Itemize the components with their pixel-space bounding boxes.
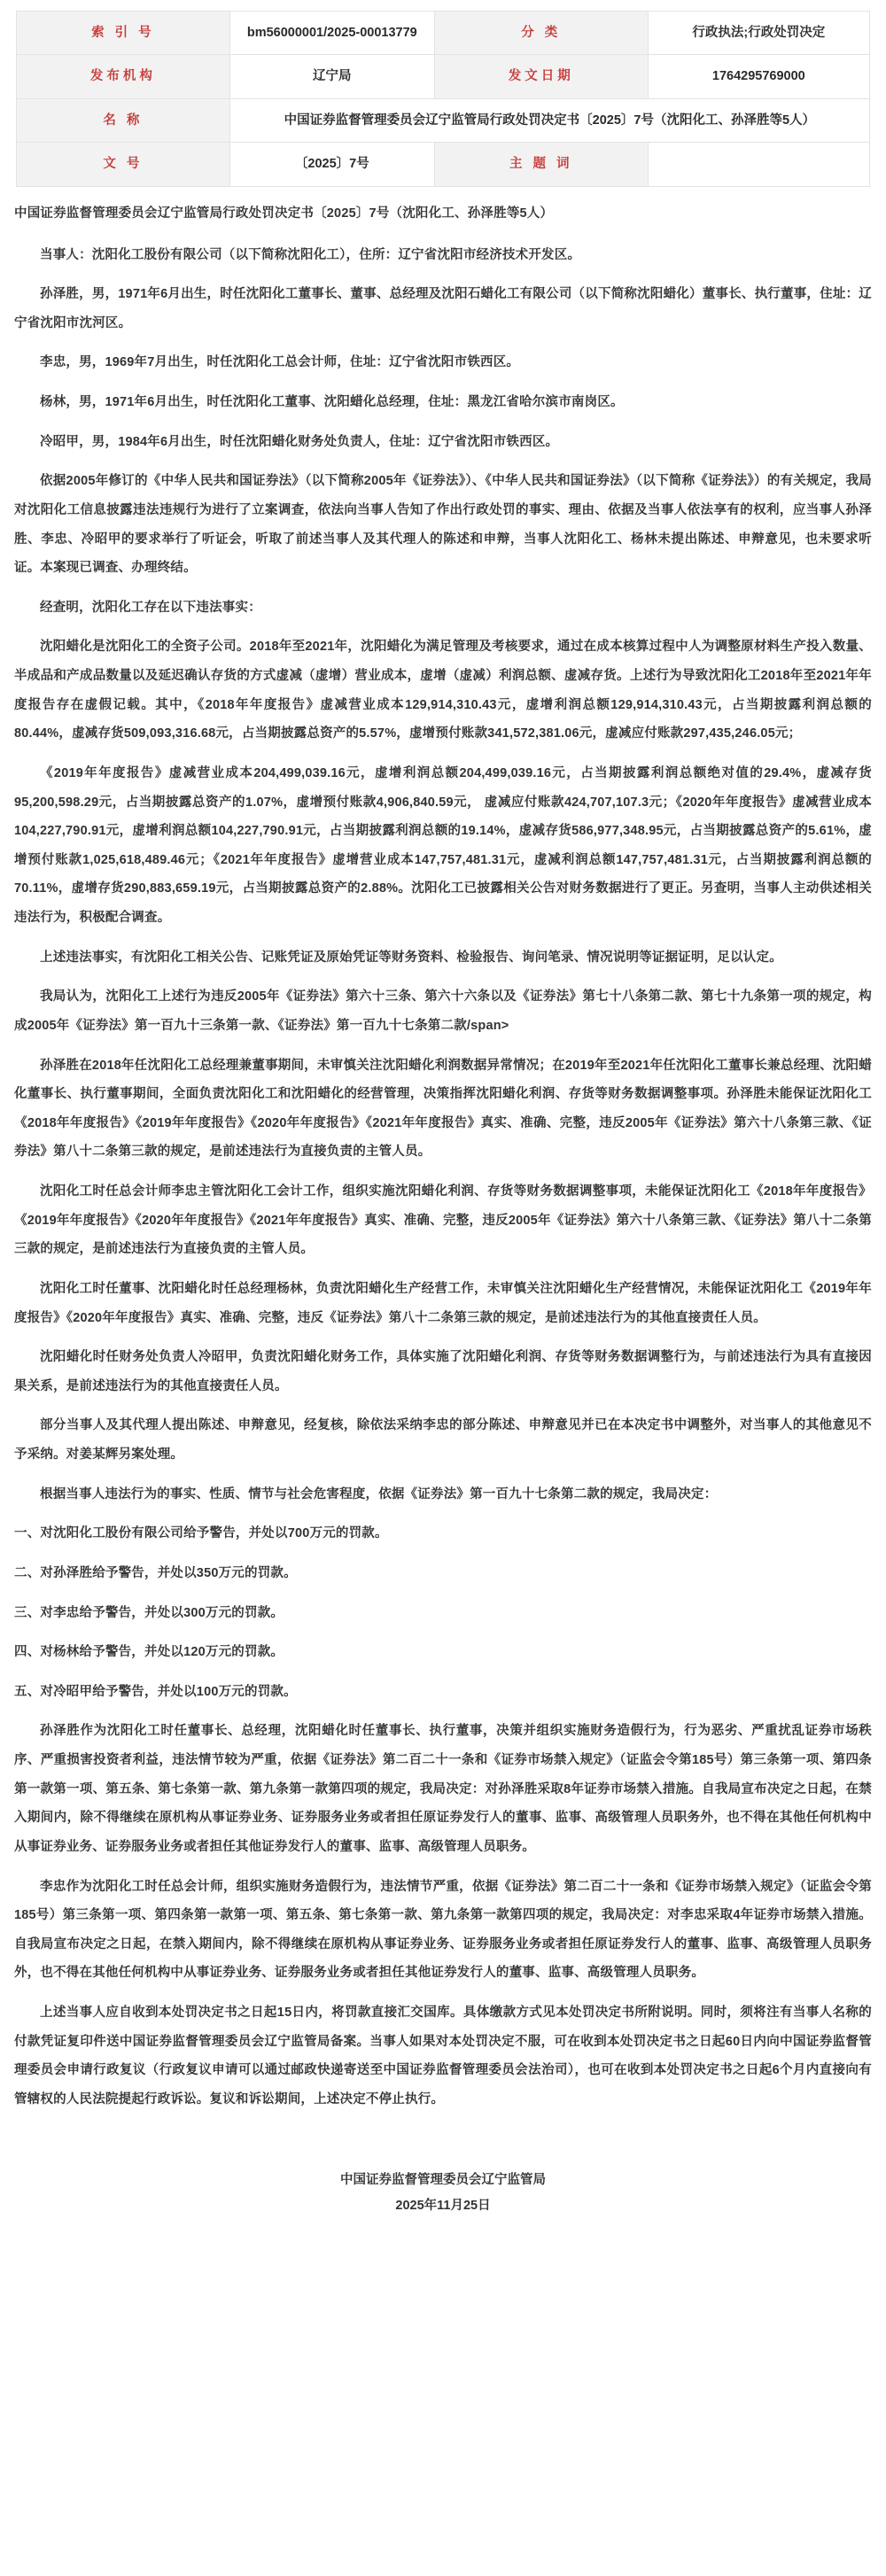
metadata-label: 名 称 — [17, 98, 230, 142]
metadata-table-wrapper — [0, 0, 886, 187]
body-paragraph-list — [14, 241, 872, 1509]
decision-item-list — [14, 1519, 872, 1706]
metadata-label: 文 号 — [17, 143, 230, 186]
body-paragraph: 沈阳化工时任总会计师李忠主管沈阳化工会计工作，组织实施沈阳蜡化利润、存货等财务数据调整事项，未能保证沈阳化工《2018年年度报告》《2019年年度报告》《2020年年度报告》《2021年年度报告》真实、准确、完整，违反2005年《证券法》第六十八条第三款、《证券法》第八十二条第三款的规定，是前述违法行为直接负责的主管人员。 — [14, 1184, 872, 1257]
body-paragraph: 孙泽胜，男，1971年6月出生，时任沈阳化工董事长、董事、总经理及沈阳石蜡化工有限公司（以下简称沈阳蜡化）董事长、执行董事，住址：辽宁省沈阳市沈河区。 — [14, 287, 872, 330]
document-heading: 中国证券监督管理委员会辽宁监管局行政处罚决定书〔2025〕7号（沈阳化工、孙泽胜等5人） — [14, 206, 554, 221]
decision-item: 五、对冷昭甲给予警告，并处以100万元的罚款。 — [14, 1684, 297, 1699]
signature-block — [14, 2168, 872, 2219]
metadata-label: 发文日期 — [434, 55, 648, 98]
metadata-row — [17, 143, 870, 186]
metadata-row — [17, 12, 870, 55]
metadata-value: 辽宁局 — [229, 55, 434, 98]
metadata-table-body — [17, 12, 870, 187]
body-paragraph: 冷昭甲，男，1984年6月出生，时任沈阳蜡化财务处负责人，住址：辽宁省沈阳市铁西区。 — [40, 434, 559, 449]
body-paragraph: 当事人：沈阳化工股份有限公司（以下简称沈阳化工），住所：辽宁省沈阳市经济技术开发区。 — [40, 247, 581, 262]
metadata-label: 主 题 词 — [434, 143, 648, 186]
body-paragraph: 孙泽胜在2018年任沈阳化工总经理兼董事期间，未审慎关注沈阳蜡化利润数据异常情况；在2019年至2021年任沈阳化工董事长兼总经理、沈阳蜡化董事长、执行董事期间，全面负责沈阳化工和沈阳蜡化的经营管理，决策指挥沈阳蜡化利润、存货等财务数据调整事项。孙泽胜未能保证沈阳化工《2018年年度报告》《2019年年度报告》《2020年年度报告》《2021年年度报告》真实、准确、完整，违反2005年《证券法》第六十八条第三款、《证券法》第八十二条第三款的规定，是前述违法行为直接负责的主管人员。 — [14, 1058, 872, 1160]
metadata-value: bm56000001/2025-00013779 — [229, 12, 434, 55]
metadata-value — [648, 143, 869, 186]
body-paragraph: 部分当事人及其代理人提出陈述、申辩意见，经复核，除依法采纳李忠的部分陈述、申辩意见并已在本决定书中调整外，对当事人的其他意见不予采纳。对姜某辉另案处理。 — [14, 1418, 872, 1462]
decision-item: 二、对孙泽胜给予警告，并处以350万元的罚款。 — [14, 1565, 297, 1580]
closing-paragraph-list — [14, 1717, 872, 2114]
body-paragraph: 我局认为，沈阳化工上述行为违反2005年《证券法》第六十三条、第六十六条以及《证券法》第七十八条第二款、第七十九条第一项的规定，构成2005年《证券法》第一百九十三条第一款、《证券法》第一百九十七条第二款/span> — [14, 989, 872, 1033]
body-paragraph: 依据2005年修订的《中华人民共和国证券法》（以下简称2005年《证券法》）、《中华人民共和国证券法》（以下简称《证券法》）的有关规定，我局对沈阳化工信息披露违法违规行为进行了立案调查，依法向当事人告知了作出行政处罚的事实、理由、依据及当事人依法享有的权利，应当事人孙泽胜、李忠、冷昭甲的要求举行了听证会，听取了前述当事人及其代理人的陈述和申辩，当事人沈阳化工、杨林未提出陈述、申辩意见，也未要求听证。本案现已调查、办理终结。 — [14, 474, 872, 576]
metadata-label: 分 类 — [434, 12, 648, 55]
body-paragraph: 上述违法事实，有沈阳化工相关公告、记账凭证及原始凭证等财务资料、检验报告、询问笔录、情况说明等证据证明，足以认定。 — [40, 950, 782, 965]
closing-paragraph: 李忠作为沈阳化工时任总会计师，组织实施财务造假行为，违法情节严重，依据《证券法》第二百二十一条和《证券市场禁入规定》（证监会令第185号）第三条第一项、第四条第一款第一项、第五条、第七条第一款、第九条第一款第四项的规定，我局决定：对李忠采取4年证券市场禁入措施。自我局宣布决定之日起，在禁入期间内，除不得继续在原机构从事证券业务、证券服务业务或者担任原证券发行人的董事、监事、高级管理人员职务外，也不得在其他任何机构中从事证券业务、证券服务业务或者担任其他证券发行人的董事、监事、高级管理人员职务。 — [14, 1879, 872, 1981]
metadata-table — [16, 11, 870, 187]
closing-paragraph: 孙泽胜作为沈阳化工时任董事长、总经理，沈阳蜡化时任董事长、执行董事，决策并组织实施财务造假行为，行为恶劣、严重扰乱证券市场秩序、严重损害投资者利益，违法情节较为严重，依据《证券法》第二百二十一条和《证券市场禁入规定》（证监会令第185号）第三条第一项、第四条第一款第一项、第五条、第七条第一款、第九条第一款第四项的规定，我局决定：对孙泽胜采取8年证券市场禁入措施。自我局宣布决定之日起，在禁入期间内，除不得继续在原机构从事证券业务、证券服务业务或者担任原证券发行人的董事、监事、高级管理人员职务外，也不得在其他任何机构中从事证券业务、证券服务业务或者担任其他证券发行人的董事、监事、高级管理人员职务。 — [14, 1724, 872, 1854]
body-paragraph: 经查明，沈阳化工存在以下违法事实： — [40, 600, 261, 615]
metadata-label: 索 引 号 — [17, 12, 230, 55]
decision-item: 四、对杨林给予警告，并处以120万元的罚款。 — [14, 1645, 284, 1660]
metadata-value: 行政执法;行政处罚决定 — [648, 12, 869, 55]
decision-item: 一、对沈阳化工股份有限公司给予警告，并处以700万元的罚款。 — [14, 1526, 388, 1541]
issue-date: 2025年11月25日 — [395, 2198, 491, 2213]
body-paragraph: 杨林，男，1971年6月出生，时任沈阳化工董事、沈阳蜡化总经理，住址：黑龙江省哈尔滨市南岗区。 — [40, 395, 624, 409]
metadata-row — [17, 55, 870, 98]
body-paragraph: 根据当事人违法行为的事实、性质、情节与社会危害程度，依据《证券法》第一百九十七条第二款的规定，我局决定： — [40, 1486, 718, 1501]
body-paragraph: 李忠，男，1969年7月出生，时任沈阳化工总会计师，住址：辽宁省沈阳市铁西区。 — [40, 355, 520, 370]
issuing-organization: 中国证券监督管理委员会辽宁监管局 — [340, 2172, 546, 2187]
metadata-value: 〔2025〕7号 — [229, 143, 434, 186]
body-paragraph: 《2019年年度报告》虚减营业成本204,499,039.16元，虚增利润总额204,499,039.16元，占当期披露利润总额绝对值的29.4%，虚减存货95,200,598.29元，占当期披露总资产的1.07%，虚增预付账款4,906,840.59元， 虚减应付账款424,707,107.3元；《2020年年度报告》虚减营业成本104,227,790.91元，虚增利润总额104,227,790.91元，占当期披露利润总额的19.14%，虚减存货586,977,348.95元，占当期披露总资产的5.61%，虚增预付账款1,025,618,489.46元；《2021年年度报告》虚增营业成本147,757,481.31元，虚减利润总额147,757,481.31元，占当期披露利润总额的70.11%，虚增存货290,883,659.19元，占当期披露总资产的2.88%。沈阳化工已披露相关公告对财务数据进行了更正。另查明，当事人主动供述相关违法行为，积极配合调查。 — [14, 765, 872, 925]
metadata-row — [17, 98, 870, 142]
decision-item: 三、对李忠给予警告，并处以300万元的罚款。 — [14, 1605, 284, 1620]
bottom-spacer — [14, 2219, 872, 2502]
closing-paragraph: 上述当事人应自收到本处罚决定书之日起15日内，将罚款直接汇交国库。具体缴款方式见本处罚决定书所附说明。同时，须将注有当事人名称的付款凭证复印件送中国证券监督管理委员会辽宁监管局备案。当事人如果对本处罚决定不服，可在收到本处罚决定书之日起60日内向中国证券监督管理委员会申请行政复议（行政复议申请可以通过邮政快递寄送至中国证券监督管理委员会法治司），也可在收到本处罚决定书之日起6个月内直接向有管辖权的人民法院提起行政诉讼。复议和诉讼期间，上述决定不停止执行。 — [14, 2006, 872, 2107]
metadata-value: 中国证券监督管理委员会辽宁监管局行政处罚决定书〔2025〕7号（沈阳化工、孙泽胜等5人） — [229, 98, 869, 142]
metadata-label: 发布机构 — [17, 55, 230, 98]
body-paragraph: 沈阳蜡化是沈阳化工的全资子公司。2018年至2021年，沈阳蜡化为满足管理及考核要求，通过在成本核算过程中人为调整原材料生产投入数量、半成品和产成品数量以及延迟确认存货的方式虚减（虚增）营业成本，虚增（虚减）利润总额、虚减存货。上述行为导致沈阳化工2018年至2021年年度报告存在虚假记载。其中，《2018年年度报告》虚减营业成本129,914,310.43元，虚增利润总额129,914,310.43元，占当期披露利润总额的80.44%，虚减存货509,093,316.68元，占当期披露总资产的5.57%，虚增预付账款341,572,381.06元，虚减应付账款297,435,246.05元； — [14, 640, 872, 741]
body-paragraph: 沈阳蜡化时任财务处负责人冷昭甲，负责沈阳蜡化财务工作，具体实施了沈阳蜡化利润、存货等财务数据调整行为，与前述违法行为具有直接因果关系，是前述违法行为的其他直接责任人员。 — [14, 1350, 872, 1393]
metadata-value: 1764295769000 — [648, 55, 869, 98]
document-body — [0, 187, 886, 2538]
body-paragraph: 沈阳化工时任董事、沈阳蜡化时任总经理杨林，负责沈阳蜡化生产经营工作，未审慎关注沈阳蜡化生产经营情况，未能保证沈阳化工《2019年年度报告》《2020年年度报告》真实、准确、完整，违反《证券法》第八十二条第三款的规定，是前述违法行为的其他直接责任人员。 — [14, 1281, 872, 1325]
